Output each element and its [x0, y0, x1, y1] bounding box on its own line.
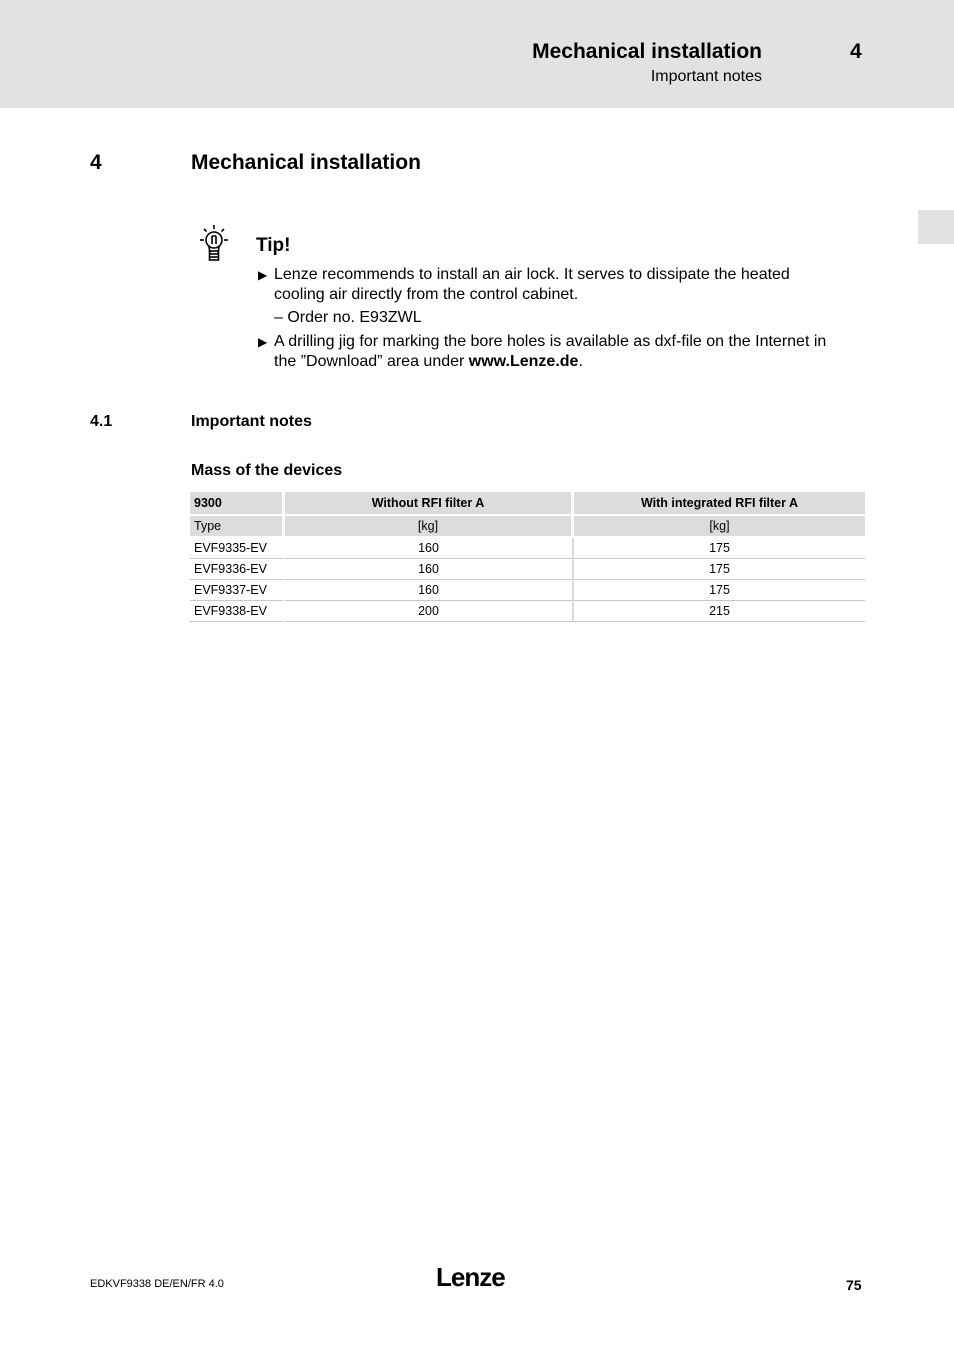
- table-row: [190, 601, 865, 622]
- tip-bullet-2-pre: A drilling jig for marking the bore holes is available as dxf-file on the Internet in the ”Download” area under: [274, 333, 827, 370]
- table-unit-cell: [kg]: [285, 516, 574, 538]
- table-row: [190, 580, 865, 601]
- table-header-cell: 9300: [190, 492, 285, 516]
- lenze-logo: Lenze: [436, 1262, 505, 1292]
- table-cell: EVF9335-EV: [190, 538, 285, 559]
- order-number: – Order no. E93ZWL: [274, 309, 422, 326]
- table-cell: 160: [285, 559, 574, 580]
- header-chapter-number: 4: [850, 40, 862, 63]
- table-header-cell: Without RFI filter A: [285, 492, 574, 516]
- table-header-row: [190, 492, 865, 516]
- bullet-triangle-icon: ▶: [258, 335, 268, 349]
- section-number: 4: [90, 151, 102, 174]
- header-subtitle: Important notes: [650, 68, 762, 85]
- mass-table: [190, 492, 865, 622]
- tip-bullet-1: [258, 265, 838, 305]
- tip-bullet-2-post: .: [578, 353, 583, 370]
- table-row: [190, 538, 865, 559]
- lightbulb-icon: [196, 224, 236, 264]
- table-cell: 175: [574, 580, 865, 601]
- section-title: Mechanical installation: [191, 151, 421, 174]
- table-unit-cell: Type: [190, 516, 285, 538]
- table-cell: 215: [574, 601, 865, 622]
- table-cell: 175: [574, 538, 865, 559]
- document-code: EDKVF9338 DE/EN/FR 4.0: [90, 1278, 224, 1290]
- mass-heading: Mass of the devices: [191, 462, 343, 479]
- tip-bullet-1-text: Lenze recommends to install an air lock. It serves to dissipate the heated cooling air directly from the control cabinet.: [274, 266, 790, 303]
- tip-bullet-2-text: [274, 332, 838, 372]
- bullet-triangle-icon: ▶: [258, 268, 268, 282]
- table-unit-row: [190, 516, 865, 538]
- header-title: Mechanical installation: [532, 40, 762, 63]
- page-number: 75: [846, 1277, 862, 1293]
- table-cell: EVF9338-EV: [190, 601, 285, 622]
- table-cell: 160: [285, 538, 574, 559]
- table-cell: 160: [285, 580, 574, 601]
- table-header-cell: With integrated RFI filter A: [574, 492, 865, 516]
- table-cell: EVF9337-EV: [190, 580, 285, 601]
- chapter-side-tab: [918, 210, 954, 244]
- page-header-band: [0, 0, 954, 108]
- table-row: [190, 559, 865, 580]
- lenze-website-link[interactable]: www.Lenze.de: [468, 353, 579, 370]
- table-cell: 200: [285, 601, 574, 622]
- tip-title: Tip!: [256, 235, 291, 256]
- subsection-number: 4.1: [90, 413, 113, 430]
- tip-bullet-2: [258, 332, 838, 372]
- table-cell: 175: [574, 559, 865, 580]
- subsection-title: Important notes: [191, 413, 312, 430]
- table-cell: EVF9336-EV: [190, 559, 285, 580]
- table-unit-cell: [kg]: [574, 516, 865, 538]
